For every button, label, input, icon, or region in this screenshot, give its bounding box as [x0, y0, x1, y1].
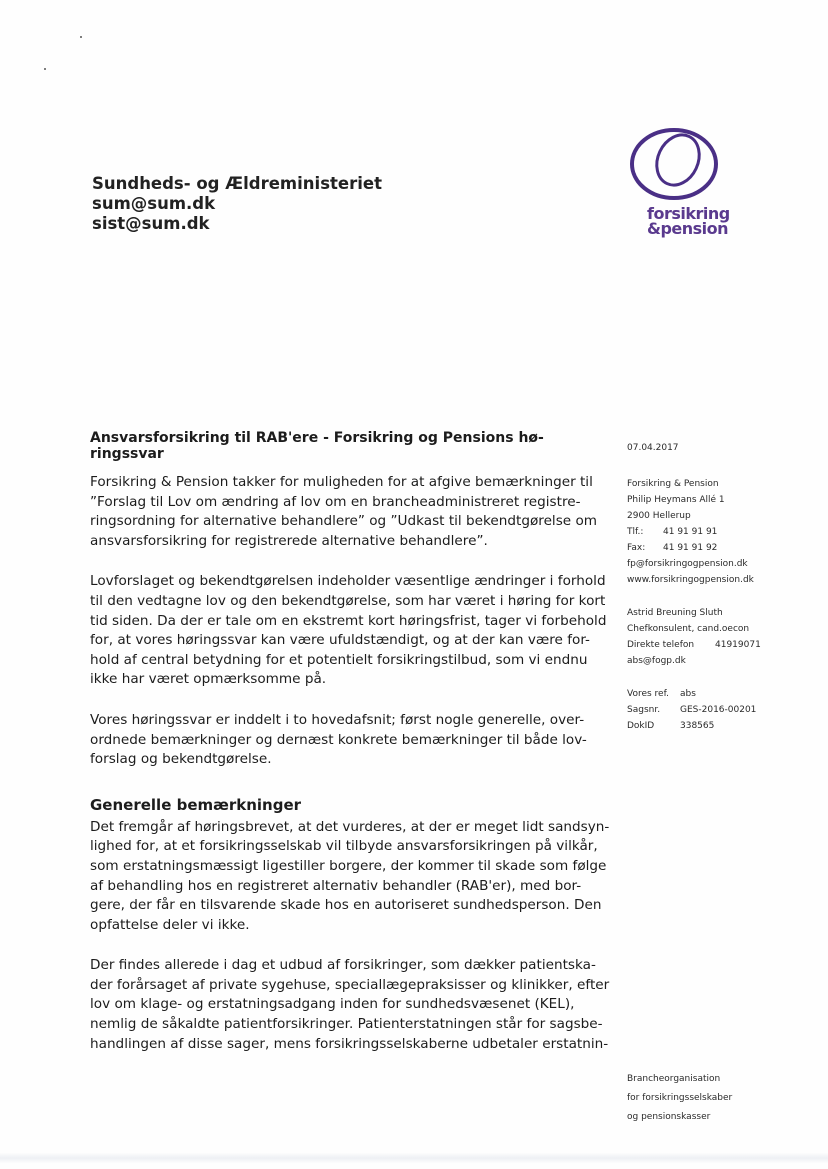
fax-label: Fax:: [627, 543, 646, 553]
contact-name: Astrid Breuning Sluth: [627, 608, 723, 618]
tel-value: 41 91 91 91: [663, 527, 718, 537]
text-line: opfattelse deler vi ikke.: [90, 916, 250, 933]
text-line: lighed for, at et forsikringsselskab vil tilbyde ansvarsforsikringen på vilkår,: [90, 838, 598, 855]
footer-line: Brancheorganisation: [627, 1074, 721, 1084]
text-line: nemlig de såkaldte patientforsikringer. Patienterstatningen står for sagsbe-: [90, 1016, 603, 1033]
sender-website: www.forsikringogpension.dk: [627, 575, 754, 585]
case-label: Sagsnr.: [627, 705, 661, 715]
text-line: ringsordning for alternative behandlere” og ”Udkast til bekendtgørelse om: [90, 513, 598, 530]
logo-text-line2: &pension: [647, 219, 729, 238]
ref-value: abs: [680, 689, 696, 699]
footer-line: for forsikringsselskaber: [627, 1093, 733, 1103]
scan-speck: [80, 36, 82, 38]
doc-label: DokID: [627, 721, 655, 731]
text-line: ”Forslag til Lov om ændring af lov om en brancheadministreret registre-: [90, 493, 581, 510]
letter-date: [627, 440, 679, 456]
recipient-name: Sundheds- og Ældreministeriet: [92, 174, 382, 193]
sender-address-1: Philip Heymans Allé 1: [627, 495, 725, 505]
text-line: lov om klage- og erstatningsadgang inden for sundhedsvæsenet (KEL),: [90, 996, 575, 1013]
paragraph-reservation: [90, 572, 607, 690]
text-line: Det fremgår af høringsbrevet, at det vurderes, at der er meget lidt sandsyn-: [90, 818, 610, 835]
paragraph-existing-insurance: [90, 956, 610, 1054]
case-row: [627, 702, 756, 718]
text-line: til den vedtagne lov og den bekendtgørelse, som har været i høring for kort: [90, 592, 606, 609]
text-line: der forårsaget af private sygehuse, speciallægepraksisser og klinikker, efter: [90, 976, 610, 993]
text-line: forslag og bekendtgørelse.: [90, 751, 272, 768]
doc-row: [627, 718, 756, 734]
footer-org-description: [627, 1070, 732, 1127]
ref-row: [627, 686, 756, 702]
sender-block: [627, 476, 754, 588]
paragraph-structure: [90, 711, 585, 770]
case-value: GES-2016-00201: [680, 705, 757, 715]
tel-row: [627, 524, 754, 540]
fax-row: [627, 540, 754, 556]
direct-phone-row: [627, 637, 761, 653]
doc-value: 338565: [680, 721, 715, 731]
text-line: tid siden. Da der er tale om en ekstremt kort høringsfrist, tager vi forbehold: [90, 612, 607, 629]
text-line: ikke har været opmærksomme på.: [90, 671, 327, 688]
text-line: ansvarsforsikring for registrerede alternative behandlere”.: [90, 532, 488, 549]
reference-block: [627, 686, 756, 734]
direct-phone-label: Direkte telefon: [627, 640, 695, 650]
direct-phone-value: 41919071: [715, 640, 761, 650]
letter-body: [90, 430, 610, 1075]
sender-email: fp@forsikringogpension.dk: [627, 559, 748, 569]
text-line: handlingen af disse sager, mens forsikringsselskaberne udbetaler erstatnin-: [90, 1035, 609, 1052]
scan-speck: [44, 68, 46, 70]
logo-text-line1: forsikring: [647, 204, 730, 223]
tel-label: Tlf.:: [627, 527, 644, 537]
paragraph-assessment: [90, 818, 610, 936]
contact-title: Chefkonsulent, cand.oecon: [627, 624, 750, 634]
scan-edge: [0, 1152, 828, 1164]
contact-email: abs@fogp.dk: [627, 656, 686, 666]
logo-ellipse-icon: [628, 126, 720, 202]
letter-subject: [90, 430, 585, 462]
section-heading: Generelle bemærkninger: [90, 795, 302, 814]
forsikring-pension-logo: [620, 126, 730, 246]
text-line: af behandling hos en registreret alternativ behandler (RAB'er), med bor-: [90, 877, 582, 894]
paragraph-intro: [90, 473, 598, 551]
text-line: Forsikring & Pension takker for muligheden for at afgive bemærkninger til: [90, 474, 593, 490]
recipient-email-2: sist@sum.dk: [92, 214, 210, 233]
text-line: ordnede bemærkninger og dernæst konkrete bemærkninger til både lov-: [90, 731, 587, 748]
subject-line: Ansvarsforsikring til RAB'ere - Forsikring og Pensions hø-: [90, 430, 544, 446]
subject-line: ringssvar: [90, 446, 164, 462]
contact-block: [627, 605, 761, 669]
sender-address-2: 2900 Hellerup: [627, 511, 691, 521]
recipient-block: [92, 174, 382, 234]
fax-value: 41 91 91 92: [663, 543, 718, 553]
text-line: Vores høringssvar er inddelt i to hovedafsnit; først nogle generelle, over-: [90, 711, 585, 728]
text-line: hold af central betydning for et potentielt forsikringstilbud, som vi endnu: [90, 651, 588, 668]
text-line: Der findes allerede i dag et udbud af forsikringer, som dækker patientska-: [90, 957, 596, 974]
recipient-email-1: sum@sum.dk: [92, 194, 216, 213]
text-line: gere, der får en tilsvarende skade hos en autoriseret sundhedsperson. Den: [90, 897, 602, 914]
text-line: Lovforslaget og bekendtgørelsen indeholder væsentlige ændringer i forhold: [90, 573, 606, 590]
sender-org: Forsikring & Pension: [627, 479, 719, 489]
footer-line: og pensionskasser: [627, 1112, 711, 1122]
ref-label: Vores ref.: [627, 689, 669, 699]
text-line: som erstatningsmæssigt ligestiller borgere, der kommer til skade som følge: [90, 857, 607, 874]
text-line: for, at vores høringssvar kan være ufuldstændigt, og at der kan være for-: [90, 632, 590, 649]
date-text: 07.04.2017: [627, 443, 679, 453]
